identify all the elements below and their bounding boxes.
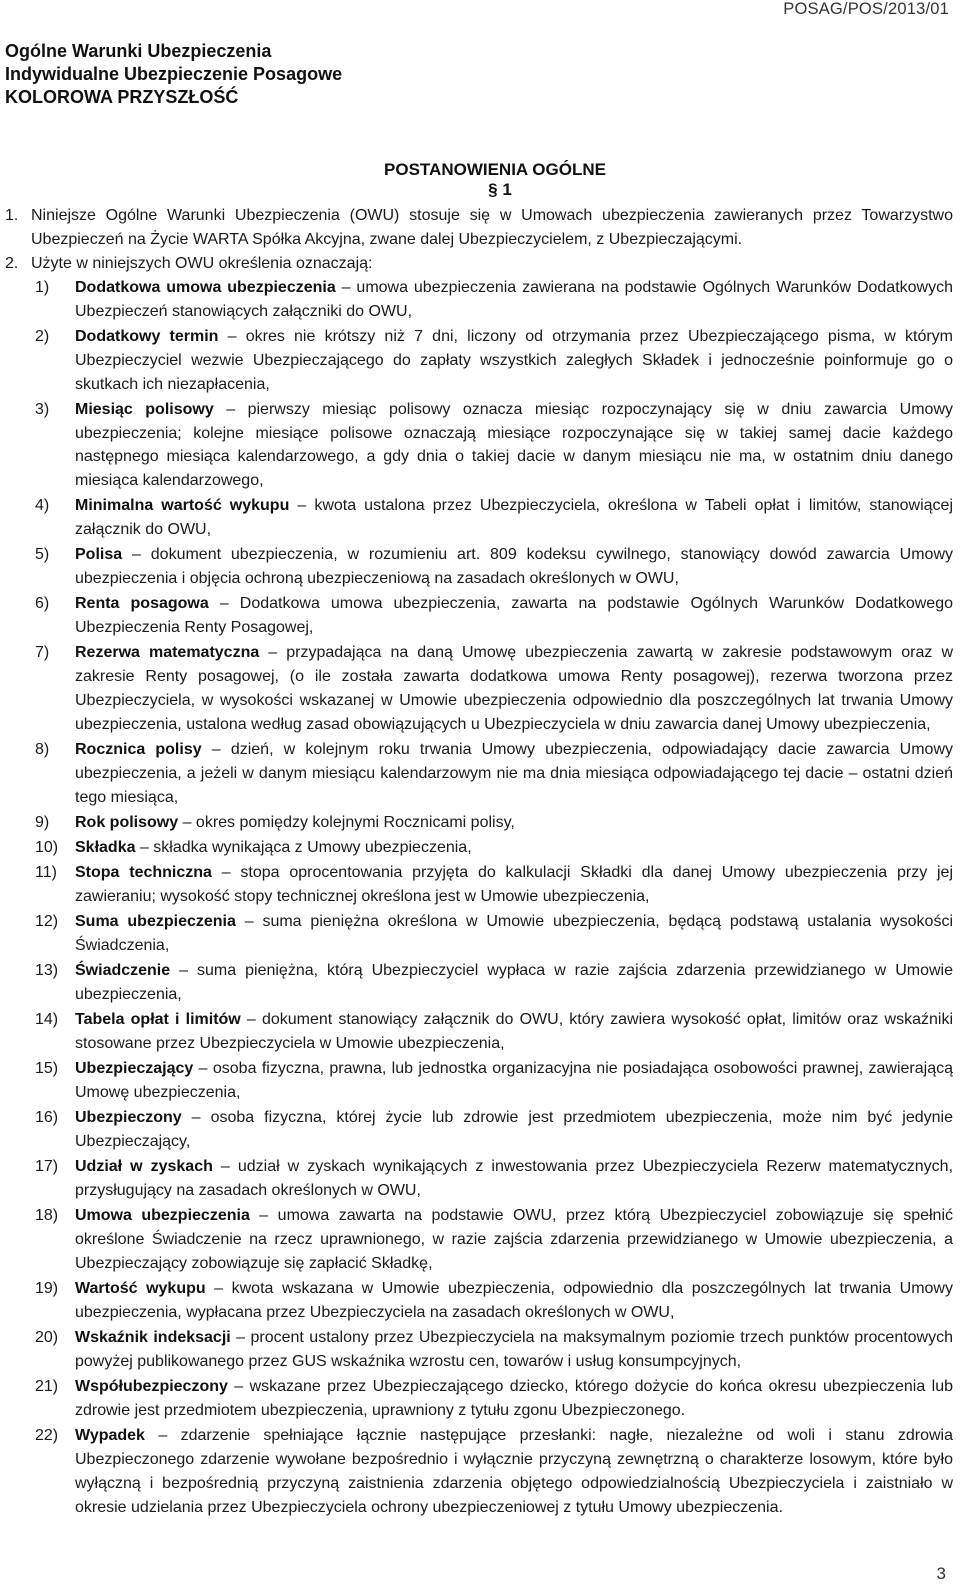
definition-term: Rocznica polisy	[75, 741, 202, 759]
definition-item	[5, 1204, 953, 1276]
definition-text: – wskazane przez Ubezpieczającego dziecko, którego dożycie do końca okresu ubezpieczenia lub zdrowie jest przedmiotem ubezpieczenia, uprawniony z tytułu zgonu Ubezpieczonego.	[75, 1378, 953, 1420]
definition-number: 10)	[35, 839, 59, 857]
definition-term: Wartość wykupu	[75, 1280, 206, 1298]
definition-term: Ubezpieczający	[75, 1060, 194, 1078]
definition-term: Świadczenie	[75, 962, 171, 980]
definition-number: 6)	[35, 595, 50, 613]
definition-number: 8)	[35, 741, 50, 759]
definition-item	[5, 811, 953, 835]
definition-text: – dokument ubezpieczenia, w rozumieniu art. 809 kodeksu cywilnego, stanowiący dowód zawarcia Umowy ubezpieczenia i objęcia ochroną ubezpieczeniową na zasadach określonych w OWU,	[75, 546, 953, 588]
definition-item	[5, 494, 953, 542]
paragraph-text: Niniejsze Ogólne Warunki Ubezpieczenia (OWU) stosuje się w Umowach ubezpieczenia zawieranych przez Towarzystwo Ubezpieczeń na Życie WARTA Spółka Akcyjna, zwane dalej Ubezpieczycielem, z Ubezpieczającymi.	[31, 207, 953, 248]
definition-term: Ubezpieczony	[75, 1109, 182, 1127]
definition-text: – suma pieniężna, którą Ubezpieczyciel wypłaca w razie zajścia zdarzenia przewidzianego w Umowie ubezpieczenia,	[75, 962, 953, 1004]
definition-item	[5, 836, 953, 860]
document-body	[5, 204, 953, 1521]
definition-number: 11)	[35, 864, 57, 882]
definition-text: – okres pomiędzy kolejnymi Rocznicami polisy,	[178, 814, 515, 832]
definition-term: Miesiąc polisowy	[75, 400, 214, 418]
definition-number: 1)	[35, 278, 50, 296]
definition-number: 14)	[35, 1011, 59, 1029]
definition-text: – procent ustalony przez Ubezpieczyciela na maksymalnym poziomie trzech punktów procentowych powyżej publikowanego przez GUS wskaźnika wzrostu cen, towarów i usług konsumpcyjnych,	[75, 1329, 954, 1371]
definition-term: Współubezpieczony	[75, 1378, 228, 1396]
definition-number: 3)	[35, 400, 50, 418]
definition-number: 20)	[35, 1329, 59, 1347]
definition-text: – udział w zyskach wynikających z inwestowania przez Ubezpieczyciela Rezerw matematycznych, przysługujący na zasadach określonych w OWU,	[75, 1158, 954, 1200]
definition-item	[5, 861, 953, 909]
definition-term: Stopa techniczna	[75, 864, 212, 882]
definition-number: 4)	[35, 497, 50, 515]
definition-number: 2)	[35, 327, 50, 345]
title-line: KOLOROWA PRZYSZŁOŚĆ	[5, 87, 239, 107]
definition-term: Udział w zyskach	[75, 1158, 213, 1176]
definition-text: – okres nie krótszy niż 7 dni, liczony od otrzymania przez Ubezpieczającego pisma, w którym Ubezpieczyciel wezwie Ubezpieczającego do zapłaty wszystkich zaległych Składek i jednocześnie poinformuje go o skutkach ich niezapłacenia,	[75, 327, 953, 393]
definition-term: Minimalna wartość wykupu	[75, 497, 290, 515]
title-line: Indywidualne Ubezpieczenie Posagowe	[5, 64, 343, 84]
definition-term: Suma ubezpieczenia	[75, 913, 236, 931]
definition-term: Wskaźnik indeksacji	[75, 1329, 231, 1347]
definition-text: – umowa zawarta na podstawie OWU, przez którą Ubezpieczyciel zobowiązuje się spełnić określone Świadczenie na rzecz uprawnionego, w razie zajścia zdarzenia przewidzianego w Umowie ubezpieczenia, a Ubezpieczający zobowiązuje się zapłacić Składkę,	[75, 1207, 953, 1273]
definition-number: 19)	[35, 1280, 59, 1298]
section-heading: POSTANOWIENIA OGÓLNE	[384, 160, 606, 179]
definition-item	[5, 959, 953, 1007]
definition-item	[5, 910, 953, 958]
definition-item	[5, 1326, 953, 1374]
definition-text: – kwota ustalona przez Ubezpieczyciela, określona w Tabeli opłat i limitów, stanowiącej załącznik do OWU,	[75, 497, 953, 539]
definition-term: Rezerwa matematyczna	[75, 644, 260, 662]
definition-item	[5, 592, 953, 640]
definition-item	[5, 641, 953, 737]
definition-number: 15)	[35, 1060, 59, 1078]
definition-number: 16)	[35, 1109, 59, 1127]
definition-item	[5, 1277, 953, 1325]
definition-text: – suma pieniężna określona w Umowie ubezpieczenia, będącą podstawą ustalania wysokości Świadczenia,	[75, 913, 953, 955]
document-code: POSAG/POS/2013/01	[783, 0, 949, 18]
definition-text: – kwota wskazana w Umowie ubezpieczenia, odpowiednio dla poszczególnych lat trwania Umowy ubezpieczenia, wypłacana przez Ubezpieczyciela na zasadach określonych w OWU,	[75, 1280, 953, 1322]
paragraph-number: 1.	[5, 207, 19, 224]
definition-number: 21)	[35, 1378, 59, 1396]
definition-number: 13)	[35, 962, 59, 980]
definition-number: 18)	[35, 1207, 59, 1225]
paragraph-2	[5, 252, 953, 276]
definition-text: – dokument stanowiący załącznik do OWU, który zawiera wysokość opłat, limitów oraz wskaźniki stosowane przez Ubezpieczyciela w Umowie ubezpieczenia,	[75, 1011, 954, 1053]
definition-term: Tabela opłat i limitów	[75, 1011, 241, 1029]
definition-number: 12)	[35, 913, 59, 931]
definition-number: 5)	[35, 546, 50, 564]
paragraph-number: 2.	[5, 254, 19, 272]
definition-item	[5, 1155, 953, 1203]
definition-text: – przypadająca na daną Umowę ubezpieczenia zawartą w zakresie podstawowym oraz w zakresie Renty posagowej, (o ile została zawarta dodatkowa umowa Renty posagowej), rezerwa tworzona przez Ubezpieczyciela, w wysokości wskazanej w Umowie ubezpieczenia odpowiednio dla poszczególnych lat trwania Umowy ubezpieczenia, ustalona według zasad obowiązujących u Ubezpieczyciela w dniu zawarcia danej Umowy ubezpieczenia,	[75, 644, 954, 734]
definition-text: – dzień, w kolejnym roku trwania Umowy ubezpieczenia, odpowiadający dacie zawarcia Umowy ubezpieczenia, a jeżeli w danym miesiącu kalendarzowym nie ma dnia miesiąca odpowiadającego tej dacie – ostatni dzień tego miesiąca,	[75, 741, 953, 807]
definition-term: Polisa	[75, 546, 123, 564]
title-line: Ogólne Warunki Ubezpieczenia	[5, 41, 272, 61]
definition-item	[5, 543, 953, 591]
definition-item	[5, 1008, 953, 1056]
definition-term: Dodatkowy termin	[75, 327, 219, 345]
definition-text: – składka wynikająca z Umowy ubezpieczenia,	[135, 839, 472, 857]
definition-item	[5, 738, 953, 810]
definition-term: Renta posagowa	[75, 595, 209, 613]
definition-item	[5, 1057, 953, 1105]
definition-number: 7)	[35, 644, 50, 662]
definition-item	[5, 1106, 953, 1154]
definition-item	[5, 276, 953, 324]
definition-term: Składka	[75, 839, 136, 857]
definition-number: 22)	[35, 1427, 59, 1445]
definition-number: 17)	[35, 1158, 59, 1176]
definitions-list	[5, 276, 953, 1520]
definition-text: – Dodatkowa umowa ubezpieczenia, zawarta na podstawie Ogólnych Warunków Dodatkowego Ubezpieczenia Renty Posagowej,	[75, 595, 953, 637]
page-number: 3	[936, 1564, 946, 1583]
definition-item	[5, 1424, 953, 1520]
definition-term: Wypadek	[75, 1427, 145, 1445]
definition-text: – zdarzenie spełniające łącznie następujące przesłanki: nagłe, niezależne od woli i stanu zdrowia Ubezpieczonego zdarzenie wywołane bezpośrednio i wyłącznie przyczyną zewnętrzną o charakterze losowym, które było wyłączną i bezpośrednią przyczyną zaistnienia zdarzenia objętego odpowiedzialnością Ubezpieczyciela i zaistniało w okresie udzielania przez Ubezpieczyciela ochrony ubezpieczeniowej z tytułu Umowy ubezpieczenia.	[75, 1427, 953, 1516]
definition-text: – osoba fizyczna, prawna, lub jednostka organizacyjna nie posiadająca osobowości prawnej, zawierającą Umowę ubezpieczenia,	[75, 1060, 953, 1102]
definition-text: – stopa oprocentowania przyjęta do kalkulacji Składki dla danej Umowy ubezpieczenia przy jej zawieraniu; wysokość stopy technicznej określona jest w Umowie ubezpieczenia,	[75, 864, 953, 906]
definition-term: Rok polisowy	[75, 814, 179, 832]
definition-item	[5, 1375, 953, 1423]
definition-text: – pierwszy miesiąc polisowy oznacza miesiąc rozpoczynający się w dniu zawarcia Umowy ubezpieczenia; kolejne miesiące polisowe oznaczają miesiące rozpoczynające się w takiej samej dacie każdego następnego miesiąca kalendarzowego, a gdy dnia o takiej dacie w danym miesiącu nie ma, w ostatnim dniu danego miesiąca kalendarzowego,	[75, 400, 953, 490]
document-title	[5, 40, 342, 109]
definition-item	[5, 398, 953, 494]
definition-term: Dodatkowa umowa ubezpieczenia	[75, 278, 336, 296]
paragraph-text: Użyte w niniejszych OWU określenia oznaczają:	[31, 254, 373, 272]
definition-term: Umowa ubezpieczenia	[75, 1207, 250, 1225]
definition-number: 9)	[35, 814, 50, 832]
definition-item	[5, 325, 953, 397]
paragraph-1	[5, 204, 953, 252]
definition-text: – osoba fizyczna, której życie lub zdrowie jest przedmiotem ubezpieczenia, może nim być jedynie Ubezpieczający,	[75, 1109, 953, 1151]
paragraph-sign: § 1	[488, 180, 512, 199]
definition-text: – umowa ubezpieczenia zawierana na podstawie Ogólnych Warunków Dodatkowych Ubezpieczeń stanowiących załączniki do OWU,	[75, 278, 953, 320]
